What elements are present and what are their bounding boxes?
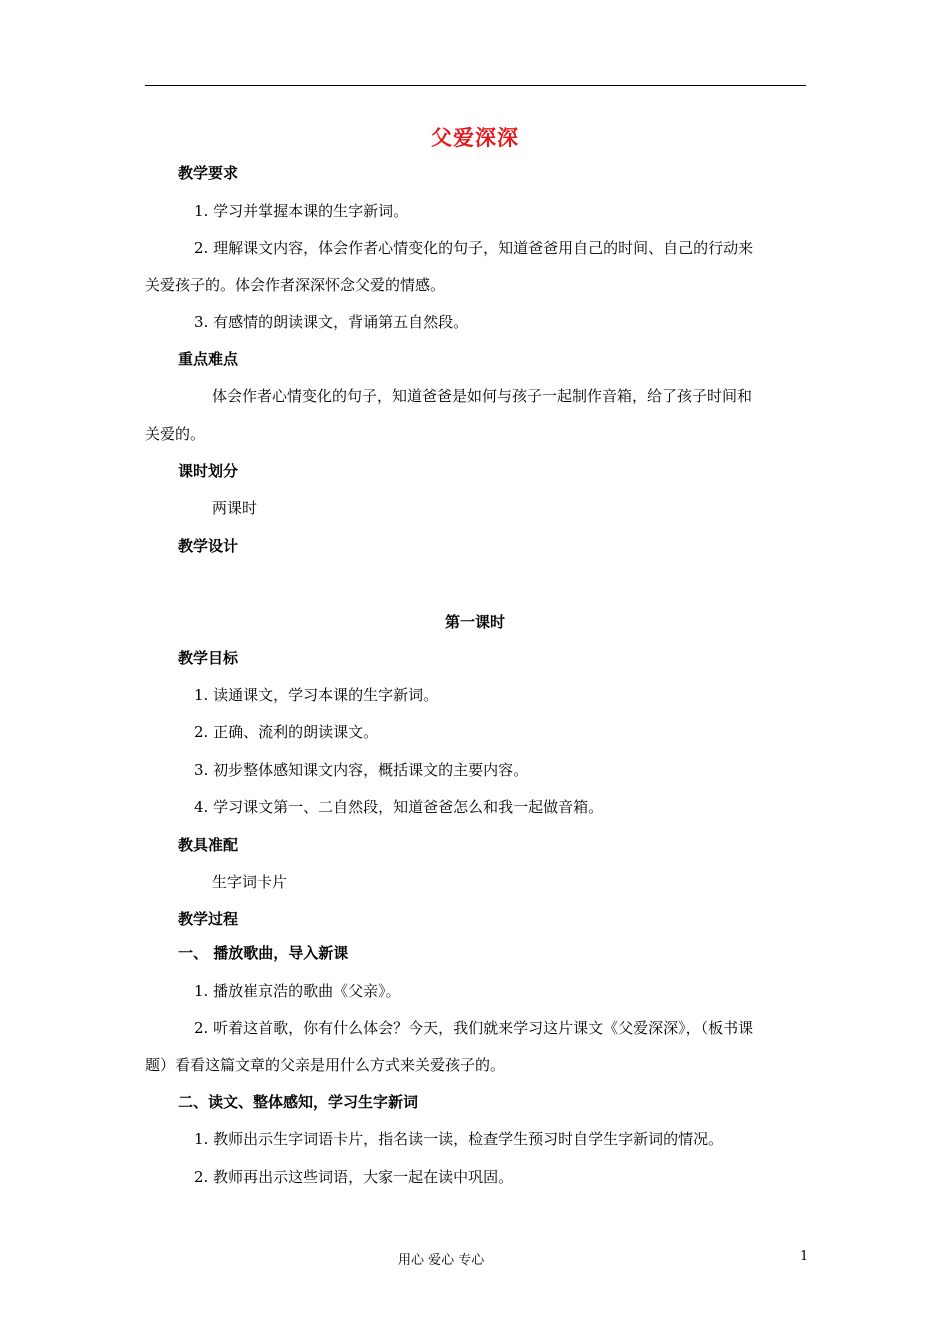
tools-text: 生字词卡片: [212, 873, 288, 891]
step-1-heading: 一、 播放歌曲，导入新课: [178, 944, 349, 962]
step-2-item-2: 2. 教师再出示这些词语，大家一起在读中巩固。: [194, 1168, 514, 1186]
key-points-line-2: 关爱的。: [145, 425, 206, 443]
step-1-item-2-line-2: 题）看看这篇文章的父亲是用什么方式来关爱孩子的。: [145, 1056, 506, 1074]
footer-motto: 用心 爱心 专心: [398, 1253, 485, 1268]
goal-item-1: 1. 读通课文，学习本课的生字新词。: [194, 686, 439, 704]
requirements-heading: 教学要求: [178, 164, 239, 182]
requirement-item-1: 1. 学习并掌握本课的生字新词。: [194, 202, 409, 220]
goal-item-3: 3. 初步整体感知课文内容，概括课文的主要内容。: [194, 761, 529, 779]
goal-item-2: 2. 正确、流利的朗读课文。: [194, 723, 379, 741]
requirement-item-2-line-2: 关爱孩子的。体会作者深深怀念父爱的情感。: [145, 276, 446, 294]
step-1-item-1: 1. 播放崔京浩的歌曲《父亲》。: [194, 982, 401, 1000]
requirement-item-2-line-1: 2. 理解课文内容，体会作者心情变化的句子，知道爸爸用自己的时间、自己的行动来: [194, 239, 754, 257]
schedule-text: 两课时: [212, 499, 258, 517]
schedule-heading: 课时划分: [178, 462, 239, 480]
goal-item-4: 4. 学习课文第一、二自然段，知道爸爸怎么和我一起做音箱。: [194, 798, 604, 816]
step-2-heading: 二、读文、整体感知，学习生字新词: [178, 1093, 419, 1111]
tools-heading: 教具准配: [178, 836, 239, 854]
step-1-item-2-line-1: 2. 听着这首歌，你有什么体会？今天，我们就来学习这片课文《父爱深深》，（板书课: [194, 1019, 754, 1037]
lesson-1-heading: 第一课时: [444, 613, 505, 631]
process-heading: 教学过程: [178, 910, 239, 928]
header-rule: [145, 85, 806, 86]
requirement-item-3: 3. 有感情的朗读课文，背诵第五自然段。: [194, 313, 469, 331]
key-points-heading: 重点难点: [178, 350, 239, 368]
key-points-line-1: 体会作者心情变化的句子，知道爸爸是如何与孩子一起制作音箱，给了孩子时间和: [212, 387, 753, 405]
goals-heading: 教学目标: [178, 649, 239, 667]
document-title: 父爱深深: [431, 125, 519, 150]
page-number: 1: [800, 1249, 809, 1264]
design-heading: 教学设计: [178, 537, 239, 555]
step-2-item-1: 1. 教师出示生字词语卡片，指名读一读，检查学生预习时自学生字新词的情况。: [194, 1130, 724, 1148]
